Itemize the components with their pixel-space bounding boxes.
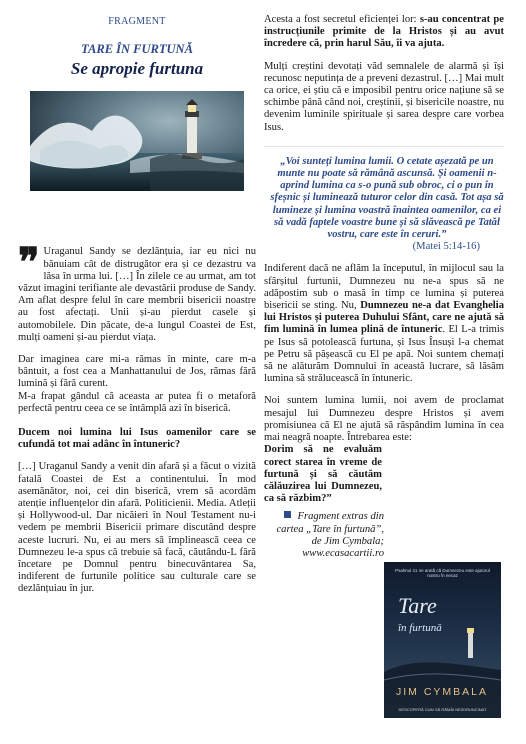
article-headline: Se apropie furtuna xyxy=(70,59,204,79)
paragraph-metaphor: M-a frapat gândul că aceasta ar putea fi o metaforă perfectă pentru ceea ce se întâmplă azi în biserică. xyxy=(18,390,256,414)
paragraph-outside-influences: […] Uraganul Sandy a venit din afară și a făcut o vizită fatală Coastei de Est a continentului. În mod asemănător, noi, cei din biserică, vrem să acordăm atenție influențelor din afară. Politicienii. Media. Atleții și Hollywood-ul. Dar nicăieri în Noul Testament nu-i vedem pe membrii Bisericii primare discutând despre aceste lucruri. Nu, ei au mers să împlinească ceea ce Dumnezeu le-a spus că trebuie să facă, căutându-L fără încetare pe Domnul pentru binecuvântarea Sa, indiferent de furtunile politice sau culturale care se dezlănțuiau în jur. xyxy=(18,461,256,595)
lighthouse-storm-image xyxy=(30,91,244,191)
bullet-square-icon xyxy=(284,511,291,518)
paragraph-question-emphasis: Dorim să ne evaluăm corect starea în vreme de furtună și să căutăm călăuzirea lui Dumnezeu, ca să răzbim? xyxy=(264,444,382,505)
scripture-reference: (Matei 5:14-16) xyxy=(412,241,480,253)
paragraph-secret-emphasis: s-au concentrat pe instrucțiunile primite de la Hristos și au avut încredere că, prin harul Său, îi va ajuta. xyxy=(264,14,504,50)
right-column xyxy=(264,14,504,560)
book-author: JIM CYMBALA xyxy=(396,685,489,698)
book-cover-image xyxy=(384,562,501,718)
section-subheading: Ducem noi lumina lui Isus oamenilor care se cufundă tot mai adânc în întuneric? xyxy=(18,427,256,451)
paragraph-gospel-start: Indiferent dacă ne aflăm la începutul, în mijlocul sau la sfârșitul furtunii, Dumnezeu nu ne-a spus să ne adăpostim sub o masă în timp ce lumina și puterea bisericii se sting. Nu, xyxy=(264,263,504,312)
article-kicker: TARE ÎN FURTUNĂ xyxy=(81,42,193,57)
scripture-quote xyxy=(264,146,504,254)
lighthouse-illustration xyxy=(30,91,244,191)
paragraph-question xyxy=(264,444,382,505)
paragraph-gospel-emphasis: Dumnezeu ne-a dat Evanghelia lui Hristos și puterea Duhului Sfânt, care ne ajută să fim lumină în lumea plină de întuneric xyxy=(264,300,504,336)
section-label: FRAGMENT xyxy=(108,16,166,27)
paragraph-secret-intro: Acesta a fost secretul eficienței lor: xyxy=(264,14,420,25)
source-text: Fragment extras din cartea „Tare în furtună”, de Jim Cymbala; www.ecasacartii.ro xyxy=(276,511,384,559)
book-title: Tare xyxy=(398,593,437,618)
paragraph-light-start: Noi suntem lumina lumii, noi avem de proclamat mesajul lui Dumnezeu despre Hristos și avem promisiunea că El ne ajută să răspândim lumina în cea mai neagră noapte. Întrebarea este: xyxy=(264,395,504,444)
closing-quote-mark: ” xyxy=(326,493,332,505)
source-note xyxy=(264,511,384,560)
scripture-text: „Voi sunteți lumina lumii. O cetate așezată pe un munte nu poate să rămână ascunsă. Și oamenii n-aprind lumina ca s-o pună sub obroc, ci o pun în sfeșnic și luminează tuturor celor din casă. Tot așa să lumineze și lumina voastră înaintea oamenilor, ca ei să vadă faptele voastre bune și să slăvească pe Tatăl vostru, care este în ceruri.” xyxy=(270,155,504,241)
quote-mark-icon: ❞ xyxy=(18,239,40,287)
book-top-text: Psalmul 41 ne arată că Dumnezeu este ajutorul nostru în necaz xyxy=(395,568,490,578)
left-column xyxy=(18,14,256,596)
paragraph-gospel-end: . El L-a trimis pe Isus să potolească furtuna, și Isus Însuși l-a chemat pe Petru să pășească cu El pe apă. Noi suntem chemați să ne alăturăm Domnului în această lucrare, să lăsăm lumina să strălucească în întuneric. xyxy=(264,324,504,385)
paragraph-secret xyxy=(264,14,504,51)
lead-paragraph: Uraganul Sandy se dezlănțuia, iar eu nici nu bănuiam cât de distrugător era și ce dezastru va lăsa în urma lui. […] În zilele ce au urmat, am tot văzut imagini terifiante ale devastării produse de Sandy. Am aflat despre felul în care membrii bisericii noastre au fost afectați. Unii și-au pierdut casele și automobilele. Din păcate, de-a lungul Coastei de Est, mulți oameni și-au pierdut viața. xyxy=(18,246,256,343)
book-bottom-text: DESCOPERĂ CUM SĂ RĂMÂI NEZDRUNCINAT xyxy=(398,707,487,712)
paragraph-gospel-power xyxy=(264,263,504,385)
article-lead xyxy=(18,239,256,344)
paragraph-light-of-world xyxy=(264,395,504,444)
paragraph-warning-signs: Mulți creștini devotați văd semnalele de alarmă și își recunosc neputința de a preveni dezastrul. […] Mai mult ca orice, ei știu că e imposibil pentru orice națiune să se schimbe până când noi, creștinii, și bisericile noastre, nu devenim luminile spirituale și sarea despre care vorbea Isus. xyxy=(264,60,504,133)
book-subtitle: în furtună xyxy=(398,622,442,634)
paragraph-manhattan: Dar imaginea care mi-a rămas în minte, care m-a bântuit, a fost cea a Manhattanului de Jos, rămas fără lumină și fără curent. xyxy=(18,354,256,390)
